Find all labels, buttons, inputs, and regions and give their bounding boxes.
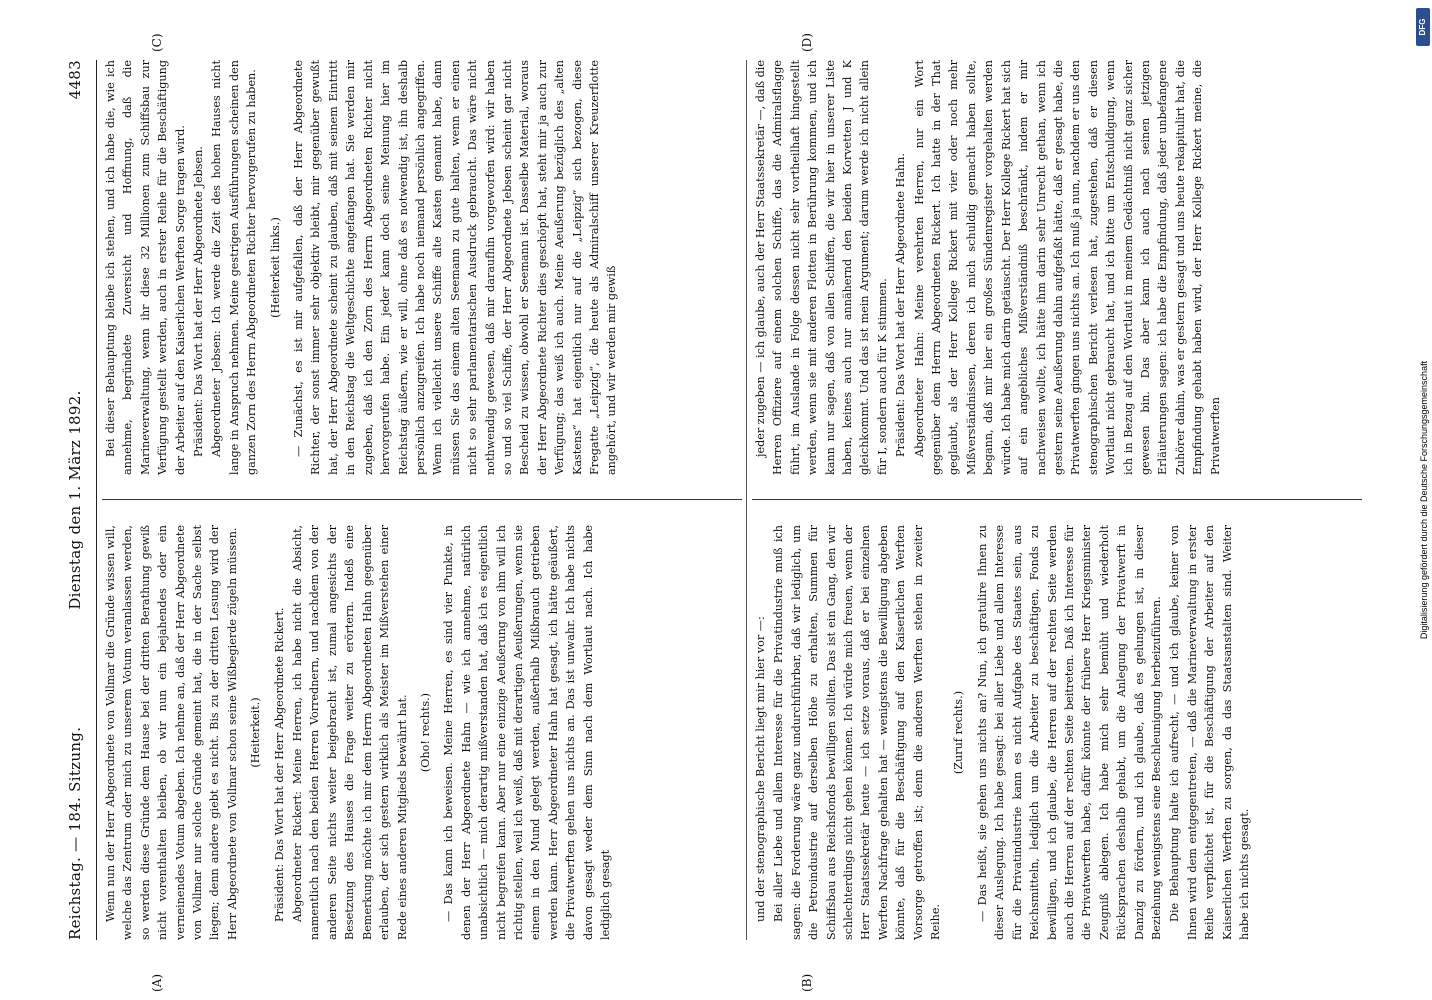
- digitization-sidebar: [1416, 0, 1432, 1000]
- paragraph: Abgeordneter Jebsen: Ich werde die Zeit des hohen Hauses nicht lange in Anspruch nehmen. Meine gestrigen Ausführungen scheinen den ganzen Zorn des Herrn Abgeordneten Richter hervorgerufen zu haben.: [210, 60, 259, 475]
- interjection: (Heiterkeit links.): [268, 217, 282, 318]
- paragraph: und der stenographische Bericht liegt mir hier vor —:: [754, 616, 767, 922]
- column-divider: [752, 499, 1362, 500]
- paragraph: jeder zugeben — ich glaube, auch der Herr Staatssekretär —, daß die Herren Offiziere auf einem solchen Schiffe, das die Admiralsflagge führt, im Auslande in Folge dessen nicht sehr vortheilhaft hingestellt werden, wenn sie mit anderen Flotten in Berührung kommen, und ich kann nur sagen, daß von allen Schiffen, die wir hier in unserer Liste haben, keines auch nur annähernd den beiden Korvetten J und K gleichkommt. Und das ist mein Argument; darum werde ich nicht allein für I, sondern auch für K stimmen.: [754, 60, 889, 475]
- lower-half: [752, 60, 1362, 940]
- running-header: [56, 60, 97, 940]
- header-session: Reichstag. — 184. Sitzung.: [66, 726, 84, 940]
- margin-letter-a: (A): [150, 973, 164, 992]
- header-page-number: 4483: [66, 60, 84, 100]
- dfg-logo-text: DFG: [1418, 18, 1427, 36]
- margin-letter-d: (D): [800, 33, 814, 52]
- column-left-lower: [752, 525, 1362, 940]
- paragraph: Abgeordneter Hahn: Meine verehrten Herren, nur ein Wort gegenüber dem Herrn Abgeordneten Rickert. Ich hatte in der That geglaubt, als der Herr Kollege Rickert mit vier oder noch mehr Mißverständnissen, deren ich mich schuldig gemacht haben sollte, begann, daß mir hier ein großes Sündenregister vorgehalten werden würde. Ich habe mich darin getäuscht. Der Herr Kollege Rickert hat sich auf ein angebliches Mißverständniß beschränkt, indem er mir nachweisen wollte, ich hätte ihm darin sehr Unrecht gethan, wenn ich gestern seine Aeußerung dahin aufgefaßt hätte, daß er gesagt habe, die Privatwerften gingen uns nichts an. Ich muß ja nun, nachdem er uns den stenographischen Bericht verlesen hat, zugestehen, daß er diesen Wortlaut nicht gebraucht hat, und ich bitte um Entschuldigung, wenn ich in Bezug auf den Wortlaut in meinem Gedächtniß nicht ganz sicher gewesen bin. Das aber kann ich auch nach seinen jetzigen Erläuterungen sagen: ich habe die Empfindung, daß jeder unbefangene Zuhörer dahin, was er gestern gesagt und uns heute rekapitulirt hat, die Empfindung gehabt haben wird, der Herr Kollege Rickert meine, die Privatwerften: [912, 60, 1222, 475]
- paragraph: Bei dieser Behauptung bleibe ich stehen, und ich habe die, wie ich annehme, begründete Zuversicht und Hoffnung, daß die Marineverwaltung, wenn ihr diese 32 Millionen zum Schiffsbau zur Verfügung gestellt werden, auch in erster Reihe für die Beschäftigung der Arbeiter auf den Kaiserlichen Werften Sorge tragen wird.: [104, 60, 187, 475]
- speaker-announcement: Präsident: Das Wort hat der Herr Abgeordnete Rickert.: [272, 607, 286, 922]
- paragraph: — Das kann ich beweisen. Meine Herren, es sind vier Punkte, in denen der Herr Abgeordnete Hahn — wie ich annehme, natürlich unabsichtlich — mich derartig mißverstanden hat, daß ich es eigentlich nicht begreifen kann. Aber nur eine einzige Aeußerung von ihm will ich richtig stellen, weil ich weiß, daß mit derartigen Aeußerungen, wenn sie einem in den Mund gelegt werden, außerhalb Mißbrauch getrieben werden kann. Herr Abgeordneter Hahn hat gesagt, ich hätte geäußert, die Privatwerften gehen uns nichts an. Das ist unwahr. Ich habe nichts davon gesagt weder dem Sinn nach dem Wortlaut nach. Ich habe lediglich gesagt: [442, 525, 612, 940]
- speaker-announcement: Präsident: Das Wort hat der Herr Abgeordnete Jebsen.: [192, 146, 206, 457]
- interjection: (Heiterkeit.): [249, 697, 263, 768]
- paragraph: Bei aller Liebe und allem Interesse für die Privatindustrie muß ich sagen: die Forderung wäre ganz undurchführbar, daß wir lediglich, um die Petroindustrie auf derselben Höhe zu erhalten, Summen für Schiffsbau aus Reichsfonds bewilligen sollten. Das ist ein Gang, den wir schlechterdings nicht gehen können. Ich würde mich freuen, wenn der Herr Staatssekretär heute — ich setze voraus, daß er bei einzelnen Werften Nachfrage gehalten hat — wenigstens die Bewilligung abgeben könnte, daß für die Beschäftigung auf den Kaiserlichen Werften Vorsorge getroffen ist; denn die anderen Werften stehen in zweiter Reihe.: [772, 525, 943, 940]
- margin-letter-b: (B): [800, 973, 814, 992]
- column-divider: [102, 499, 742, 500]
- upper-half: [102, 60, 742, 940]
- column-right-upper: [102, 60, 742, 475]
- digitization-note: Digitalisierung gefördert durch die Deutsche Forschungsgemeinschaft: [1419, 360, 1429, 640]
- paragraph: — Zunächst, es ist mir aufgefallen, daß der Herr Abgeordnete Richter, der sonst immer sehr objektiv bleibt, mir gegenüber gewußt hat, der Herr Abgeordnete scheint zu glauben, daß mit seinem Eintritt in den Reichstag die Weltgeschichte angefangen hat. Sie werden mir zugeben, daß ich den Zorn des Herrn Abgeordneten Richter nicht hervorgerufen habe. Ein jeder kann doch seine Meinung hier im Reichstag äußern, wie er will, ohne daß es notwendig ist, ihn deshalb persönlich anzugreifen. Ich habe noch niemand persönlich angegriffen. Wenn ich vielleicht unsere Schiffe alte Kasten genannt habe, dann müssen Sie das einem alten Seemann zu gute halten, wenn er einen nicht so sehr parlamentarischen Ausdruck gebraucht. Das wäre nicht nothwendig gewesen, daß mir daraufhin vorgeworfen wird: wir haben so und so viel Schiffe, der Herr Abgeordnete Jebsen scheint gar nicht Bescheid zu wissen, obwohl er Seemann ist. Dasselbe Material, woraus der Herr Abgeordnete Richter dies geschöpft hat, steht mir ja auch zur Verfügung; das weiß ich auch. Meine Aeußerung bezüglich des „alten Kastens“ hat eigentlich nur auf die „Leipzig“ sich bezogen, diese Fregatte „Leipzig“, die heute als Admiralschiff unserer Kreuzerflotte angehört, und wir werden mir gewiß: [292, 60, 619, 475]
- margin-letter-c: (C): [150, 33, 164, 52]
- paragraph: Die Behauptung halte ich aufrecht, — und ich glaube, keiner von Ihnen wird dem entgegentreten, — daß die Marineverwaltung in erster Reihe verpflichtet ist, für die Beschäftigung der Arbeiter auf den Kaiserlichen Werften zu sorgen, da das Staatsanstalten sind. Weiter habe ich nichts gesagt.: [1168, 525, 1251, 940]
- header-date: Dienstag den 1. März 1892.: [66, 390, 84, 610]
- speaker-announcement: Präsident: Das Wort hat der Herr Abgeordnete Hahn.: [894, 153, 908, 457]
- paragraph: Wenn nun der Herr Abgeordnete von Vollmar die Gründe wissen will, welche das Zentrum oder mich zu unserem Votum veranlassen werden, so werden diese Gründe dem Hause bei der dritten Berathung gewiß nicht vorenthalten bleiben, ob wir nun ein bejahendes oder ein verneinendes Votum abgeben. Ich nehme an, daß der Herr Abgeordnete von Vollmar nur solche Gründe gemeint hat, die in der Sache selbst liegen; denn andere giebt es nicht. Bis zu der dritten Lesung wird der Herr Abgeordnete von Vollmar schon seine Wißbegierde zügeln müssen.: [104, 525, 239, 940]
- paragraph: Abgeordneter Rickert: Meine Herren, ich habe nicht die Absicht, namentlich nach den beiden Herren Vorrednern, und nachdem von der anderen Seite nichts weiter beigebracht ist, zumal angesichts der Besetzung des Hauses die Frage weiter zu erörtern. Indeß eine Bemerkung möchte ich mir dem Herrn Abgeordneten Hahn gegenüber erlauben, der sich gestern wirklich als Meister im Mißverstehen einer Rede eines anderen Mitglieds bewährt hat.: [291, 525, 409, 940]
- interjection: (Zuruf rechts.): [952, 690, 966, 775]
- column-left-upper: [102, 525, 742, 940]
- paragraph: — Das heißt, sie gehen uns nichts an? Nun, ich gratulire Ihnen zu dieser Auslegung. Ich habe gesagt: bei aller Liebe und allem Interesse für die Privatindustrie kann es nicht Aufgabe des Staates sein, aus Reichsmitteln, lediglich um die Arbeiter zu beschäftigen, Fonds zu bewilligen, und ich glaube, die Herren auf der rechten Seite werden auch die Herren auf der rechten Seite beitreten. Daß ich Interesse für die Privatwerften habe, dafür könnte der frühere Herr Kriegsminister Zeugniß ablegen. Ich habe mich sehr bemüht und wiederholt Rücksprachen deshalb gehabt, um die Anlegung der Privatwerft in Danzig zu fördern, und ich glaube, daß es gelungen ist, in dieser Beziehung wenigstens eine Beschleunigung herbeizuführen.: [975, 525, 1163, 940]
- half-divider: [746, 60, 747, 940]
- dfg-logo: [1416, 8, 1430, 46]
- interjection: (Oho! rechts.): [418, 692, 432, 773]
- column-right-lower: [752, 60, 1362, 475]
